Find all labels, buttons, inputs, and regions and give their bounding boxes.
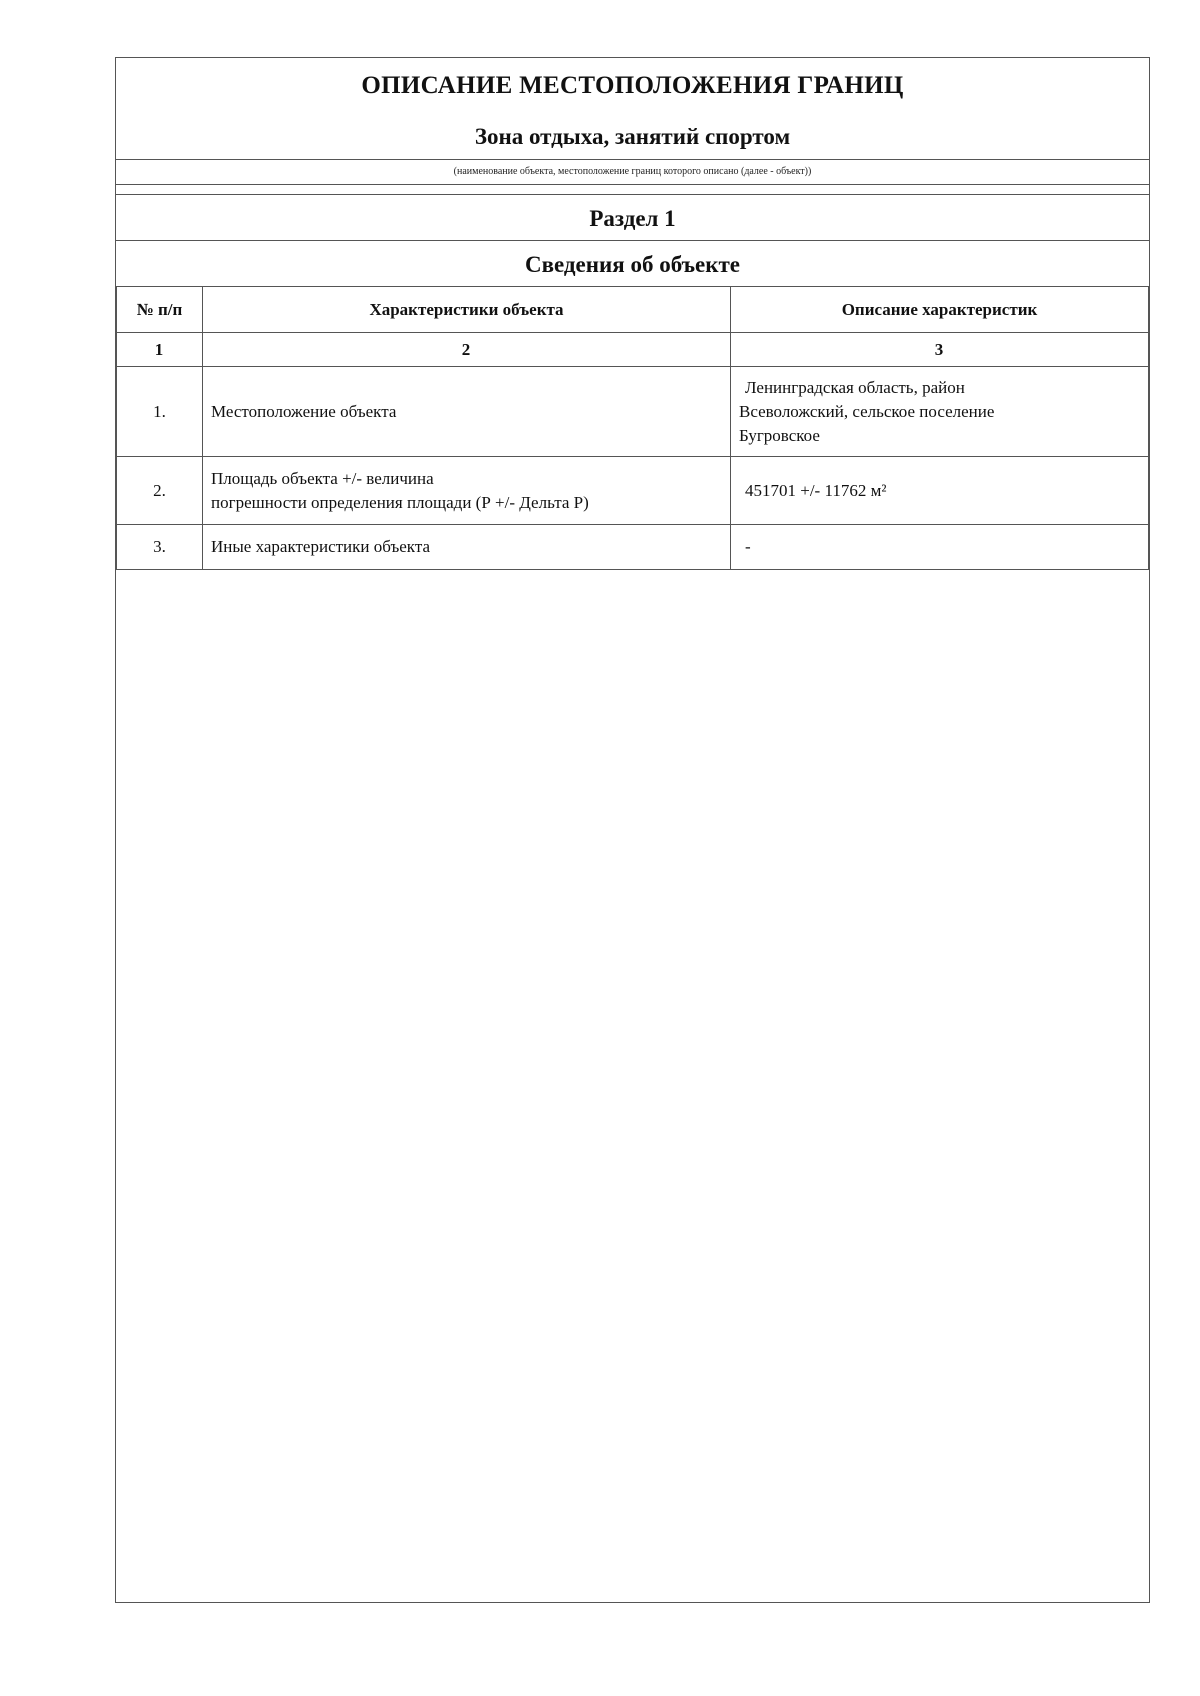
characteristic-line: Местоположение объекта	[211, 401, 397, 421]
header-cell-characteristic: Характеристики объекта	[203, 287, 731, 333]
section-number: Раздел 1	[589, 206, 676, 231]
row-characteristic	[203, 525, 731, 570]
object-name: Зона отдыха, занятий спортом	[474, 124, 791, 149]
description-line: Бугровское	[739, 425, 820, 445]
characteristic-line: Иные характеристики объекта	[211, 537, 431, 556]
document-title: ОПИСАНИЕ МЕСТОПОЛОЖЕНИЯ ГРАНИЦ	[361, 71, 904, 99]
description-line: Ленинградская область, район	[745, 377, 965, 397]
object-info-table	[116, 286, 1149, 570]
table-row	[117, 367, 1149, 457]
description-line: Всеволожский, сельское поселение	[739, 401, 995, 421]
description-line: 451701 +/- 11762 м²	[745, 480, 887, 500]
row-description	[731, 457, 1149, 525]
row-characteristic	[203, 367, 731, 457]
document-frame	[115, 57, 1150, 1603]
column-number: 3	[731, 333, 1149, 367]
header-cell-description: Описание характеристик	[731, 287, 1149, 333]
table-row	[117, 457, 1149, 525]
divider	[116, 240, 1149, 241]
divider	[116, 194, 1149, 195]
characteristic-line: Площадь объекта +/- величина	[211, 468, 434, 488]
column-number: 1	[117, 333, 203, 367]
row-number: 3.	[117, 525, 203, 570]
table-row	[117, 525, 1149, 570]
row-number: 1.	[117, 367, 203, 457]
object-caption: (наименование объекта, местоположение границ которого описано (далее - объект))	[453, 166, 812, 177]
row-description	[731, 525, 1149, 570]
section-title: Сведения об объекте	[524, 252, 741, 277]
column-number: 2	[203, 333, 731, 367]
divider	[116, 159, 1149, 160]
row-characteristic	[203, 457, 731, 525]
header-cell-number: № п/п	[117, 287, 203, 333]
column-number-row	[117, 333, 1149, 367]
row-number: 2.	[117, 457, 203, 525]
divider	[116, 184, 1149, 185]
description-line: -	[745, 537, 751, 556]
table-header-row	[117, 287, 1149, 333]
characteristic-line: погрешности определения площади (Р +/- Дельта Р)	[211, 492, 589, 512]
row-description	[731, 367, 1149, 457]
